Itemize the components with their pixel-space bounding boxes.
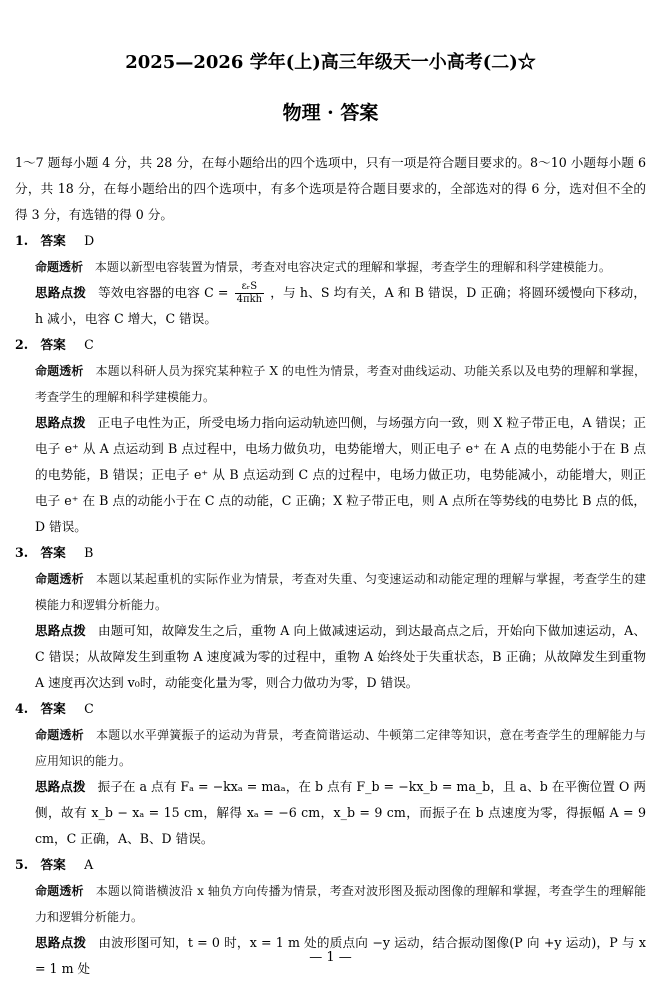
hint-text: 由波形图可知，t = 0 时，x = 1 m 处的质点向 −y 运动，结合振动图像(P 向 +y 运动)，P 与 x = 1 m 处: [35, 935, 646, 976]
capacitance-fraction: [235, 281, 264, 306]
question-4-answer: [15, 696, 646, 722]
answer-letter: C: [84, 701, 94, 716]
answer-label: 答案: [40, 233, 66, 248]
analysis-label: 命题透析: [35, 364, 84, 378]
answer-letter: B: [84, 545, 94, 560]
answer-label: 答案: [40, 701, 66, 716]
question-number: 3.: [15, 545, 29, 560]
question-2-analysis: [15, 358, 646, 410]
analysis-text: 本题以新型电容装置为情景，考查对电容决定式的理解和掌握，考查学生的理解和科学建模能力。: [94, 260, 611, 274]
hint-text: 振子在 a 点有 Fₐ = −kxₐ = maₐ，在 b 点有 F_b = −kx_b = ma_b，且 a、b 在平衡位置 O 两侧，故有 x_b − xₐ = 15 cm，解得 xₐ = −6 cm，x_b = 9 cm，而振子在 b 点速度为零，得振幅 A = 9 cm，C 正确，A、B、D 错误。: [35, 779, 646, 846]
analysis-label: 命题透析: [35, 728, 84, 742]
page-subtitle: 物理 · 答案: [282, 102, 379, 124]
question-2-answer: [15, 332, 646, 358]
page-number: — 1 —: [309, 950, 352, 965]
question-1-answer: [15, 228, 646, 254]
hint-text: 正电子电性为正，所受电场力指向运动轨迹凹侧，与场强方向一致，则 X 粒子带正电，A 错误；正电子 e⁺ 从 A 点运动到 B 点过程中，电场力做负功，电势能增大，则正电子 e⁺ 在 A 点的电势能小于在 B 点的电势能，B 错误；正电子 e⁺ 从 B 点运动到 C 点的过程中，电场力做正功，电势能减小，动能增大，则正电子 e⁺ 在 B 点的动能小于在 C 点的动能，C 正确；X 粒子带正电，则 A 点所在等势线的电势比 B 点的低，D 错误。: [35, 415, 646, 534]
hint-label: 思路点拨: [35, 623, 86, 638]
answer-letter: A: [84, 857, 94, 872]
analysis-text: 本题以某起重机的实际作业为情景，考查对失重、匀变速运动和动能定理的理解与掌握，考查学生的建模能力和逻辑分析能力。: [35, 572, 646, 612]
question-number: 5.: [15, 857, 29, 872]
question-1-analysis: [15, 254, 646, 280]
question-3-analysis: [15, 566, 646, 618]
hint-text-pre: 等效电容器的电容 C =: [98, 285, 229, 300]
question-1-hint: [15, 280, 646, 332]
page-title: 2025—2026 学年(上)高三年级天一小高考(二)☆: [125, 52, 536, 73]
analysis-text: 本题以简谐横波沿 x 轴负方向传播为情景，考查对波形图及振动图像的理解和掌握，考查学生的理解能力和逻辑分析能力。: [35, 884, 646, 924]
question-3-hint: [15, 618, 646, 696]
fraction-denominator: 4πkh: [236, 294, 263, 305]
question-number: 2.: [15, 337, 29, 352]
hint-text-post: ，与 h、S 均有关，A 和 B 错误，D 正确；将圆环缓慢向下移动，h 减小，电容 C 增大，C 错误。: [35, 285, 646, 326]
answer-label: 答案: [40, 337, 66, 352]
hint-label: 思路点拨: [35, 415, 86, 430]
analysis-label: 命题透析: [35, 572, 84, 586]
analysis-label: 命题透析: [35, 884, 84, 898]
question-5-analysis: [15, 878, 646, 930]
answer-label: 答案: [40, 545, 66, 560]
hint-label: 思路点拨: [35, 285, 86, 300]
question-number: 1.: [15, 233, 29, 248]
hint-text: 由题可知，故障发生之后，重物 A 向上做减速运动，到达最高点之后，开始向下做加速运动，A、C 错误；从故障发生到重物 A 速度减为零的过程中，重物 A 始终处于失重状态，B 正确；从故障发生到重物 A 速度再次达到 v₀时，动能变化量为零，则合力做功为零，D 错误。: [35, 623, 647, 690]
question-2-hint: [15, 410, 646, 540]
answer-letter: C: [84, 337, 94, 352]
question-4-hint: [15, 774, 646, 852]
question-4-analysis: [15, 722, 646, 774]
hint-label: 思路点拨: [35, 779, 86, 794]
question-number: 4.: [15, 701, 29, 716]
scoring-intro: 1～7 题每小题 4 分，共 28 分，在每小题给出的四个选项中，只有一项是符合题目要求的。8～10 小题每小题 6 分，共 18 分，在每小题给出的四个选项中，有多个选项是符合题目要求的，全部选对的得 6 分，选对但不全的得 3 分，有选错的得 0 分。: [15, 155, 646, 222]
analysis-text: 本题以科研人员为探究某种粒子 X 的电性为情景，考查对曲线运动、功能关系以及电势的理解和掌握，考查学生的理解和科学建模能力。: [35, 364, 646, 404]
fraction-numerator: εᵣS: [235, 281, 264, 294]
analysis-text: 本题以水平弹簧振子的运动为背景，考查简谐运动、牛顿第二定律等知识，意在考查学生的理解能力与应用知识的能力。: [35, 728, 646, 768]
answer-label: 答案: [40, 857, 66, 872]
question-5-answer: [15, 852, 646, 878]
answer-content: [15, 150, 646, 982]
analysis-label: 命题透析: [35, 260, 84, 274]
answer-letter: D: [84, 233, 95, 248]
hint-label: 思路点拨: [35, 935, 87, 950]
question-3-answer: [15, 540, 646, 566]
